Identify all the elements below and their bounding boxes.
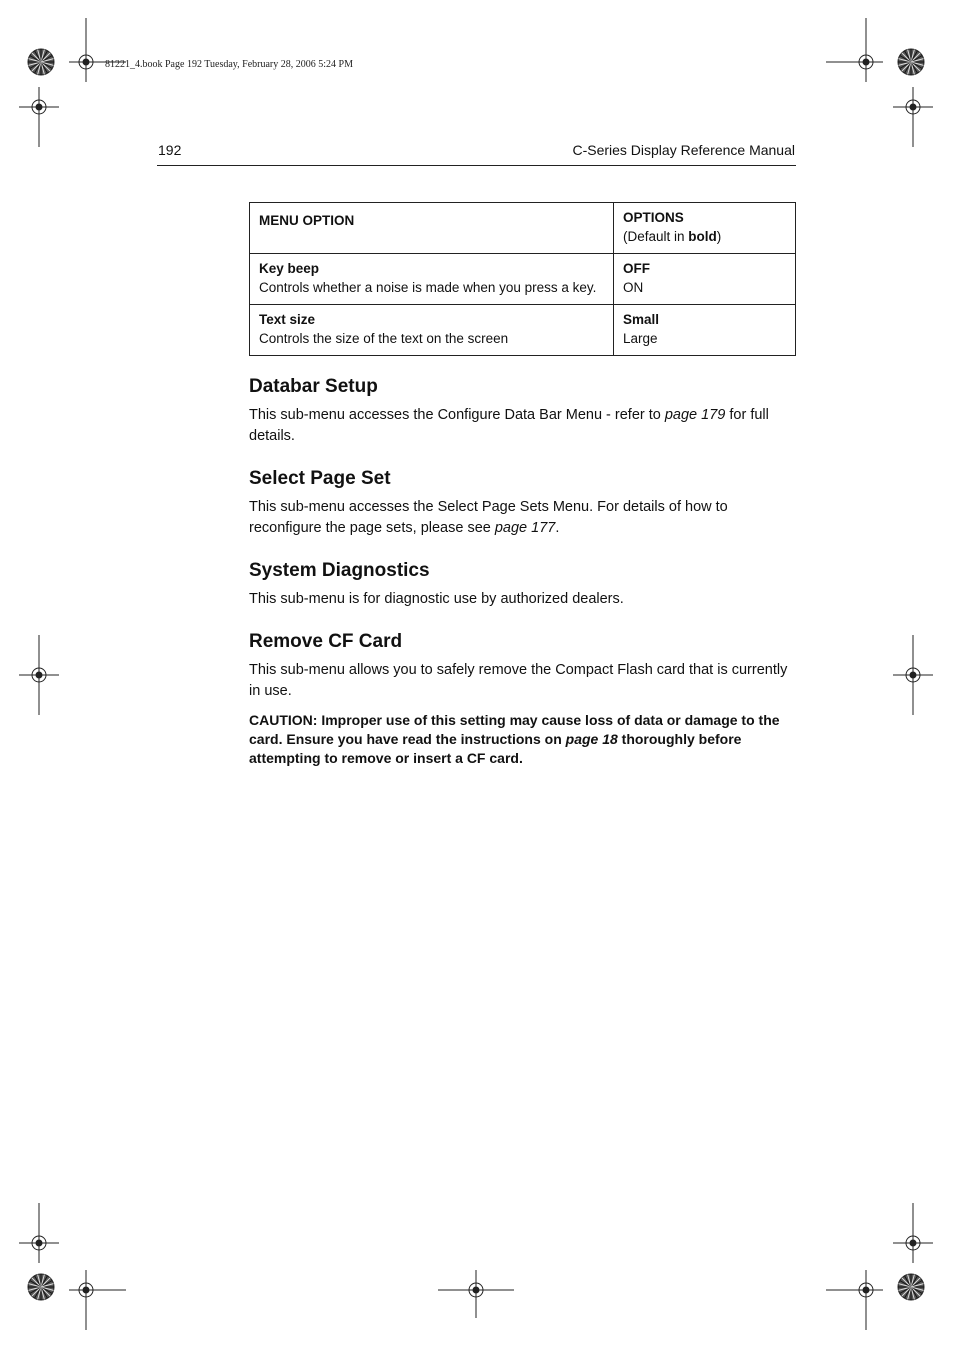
option-other-value: ON xyxy=(623,280,644,295)
remove-cf-card-heading: Remove CF Card xyxy=(249,631,403,652)
select-page-set-heading: Select Page Set xyxy=(249,468,391,489)
option-title: Key beep xyxy=(259,261,320,276)
subheader-text: ) xyxy=(716,229,722,244)
option-description: Controls the size of the text on the screen xyxy=(259,331,509,346)
paragraph-text: This sub-menu accesses the Configure Data Bar Menu - refer to xyxy=(249,407,665,423)
page-reference-link[interactable]: page 179 xyxy=(664,407,726,423)
databar-setup-heading: Databar Setup xyxy=(249,376,378,397)
system-diagnostics-text: This sub-menu is for diagnostic use by authorized dealers. xyxy=(249,591,624,607)
caution-text: CAUTION: Improper use of this setting may cause loss of data or damage to the card. Ensure you have read the instructions on xyxy=(249,712,780,747)
running-title: C-Series Display Reference Manual xyxy=(572,142,795,158)
option-title: Text size xyxy=(259,312,316,327)
paragraph-text: for full details. xyxy=(249,407,769,444)
print-slug: 81221_4.book Page 192 Tuesday, February 28, 2006 5:24 PM xyxy=(105,59,353,70)
system-diagnostics-heading: System Diagnostics xyxy=(249,560,430,581)
option-default-value: Small xyxy=(623,312,660,327)
menu-option-header: MENU OPTION xyxy=(259,213,355,228)
option-default-value: OFF xyxy=(623,261,650,276)
remove-cf-card-text: This sub-menu allows you to safely remove the Compact Flash card that is currently in use. xyxy=(249,662,788,699)
page-number: 192 xyxy=(158,142,182,158)
subheader-bold-text: bold xyxy=(688,229,717,244)
options-header: OPTIONS xyxy=(623,210,684,225)
paragraph-text: This sub-menu accesses the Select Page Sets Menu. For details of how to reconfigure the page sets, please see xyxy=(249,499,728,536)
subheader-text: (Default in xyxy=(623,229,689,244)
caution-text: thoroughly before attempting to remove or insert a CF card. xyxy=(249,731,742,766)
option-description: Controls whether a noise is made when you press a key. xyxy=(259,280,597,295)
page-reference-link[interactable]: page 177 xyxy=(494,520,556,536)
paragraph-text: . xyxy=(555,520,560,536)
page-reference-link[interactable]: page 18 xyxy=(565,731,618,747)
option-other-value: Large xyxy=(623,331,658,346)
